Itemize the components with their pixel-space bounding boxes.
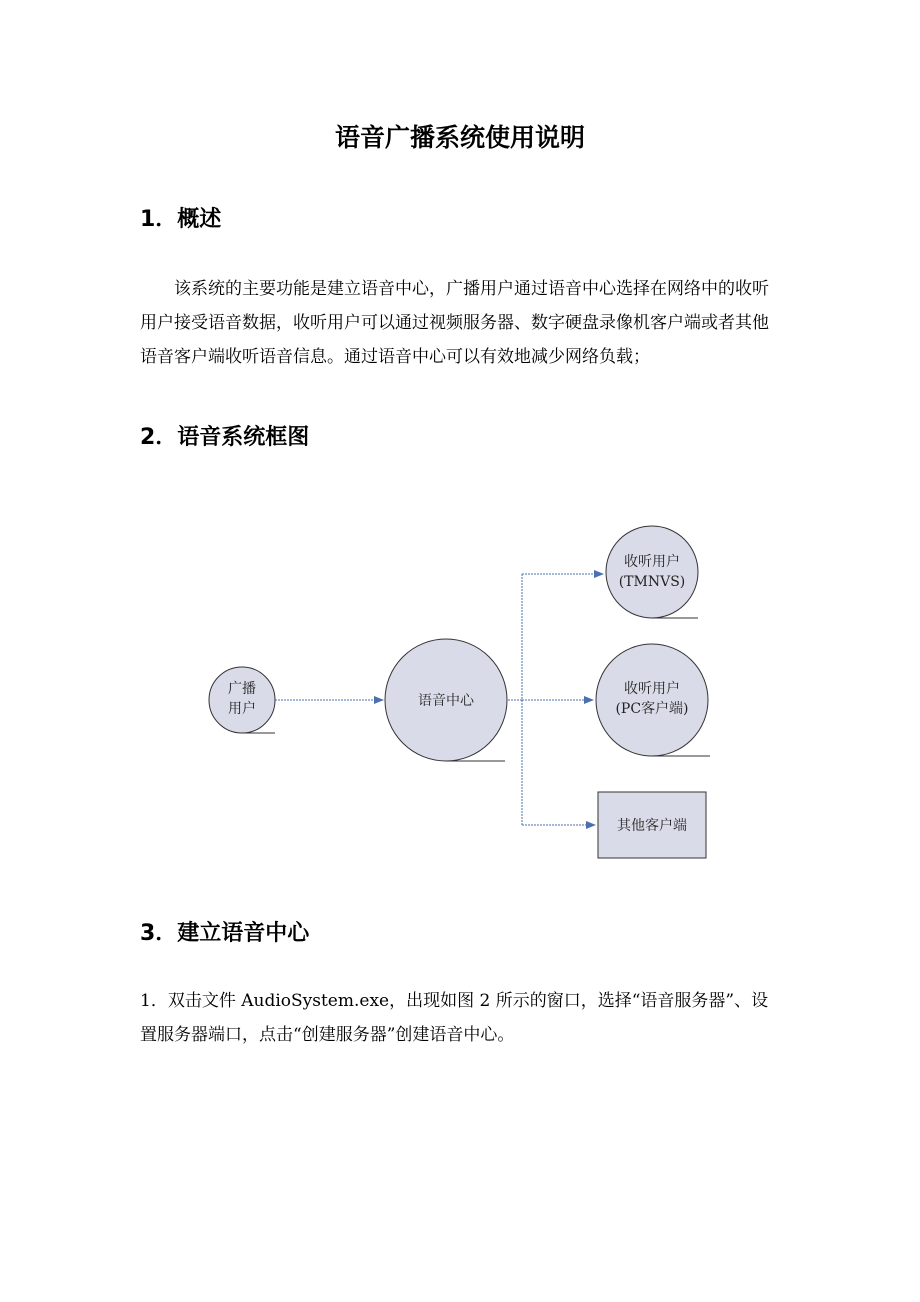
pc-label-line1: 收听用户 bbox=[624, 681, 680, 697]
node-listener-pc bbox=[596, 644, 710, 756]
tmnvs-label-line2: (TMNVS) bbox=[618, 574, 686, 590]
create-center-paragraph: 1．双击文件 AudioSystem.exe，出现如图 2 所示的窗口，选择“语音服务器”、设置服务器端口，点击“创建服务器”创建语音中心。 bbox=[140, 991, 769, 1045]
overview-paragraph: 该系统的主要功能是建立语音中心，广播用户通过语音中心选择在网络中的收听用户接受语音数据，收听用户可以通过视频服务器、数字硬盘录像机客户端或者其他语音客户端收听语音信息。通过语音中心可以有效地减少网络负载； bbox=[140, 279, 769, 367]
section-heading-diagram: 2．语音系统框图 bbox=[140, 425, 310, 450]
node-voice-center bbox=[385, 639, 507, 761]
node-other-clients bbox=[598, 792, 706, 858]
section-heading-overview: 1．概述 bbox=[140, 207, 222, 232]
broadcaster-label-line2: 用户 bbox=[228, 701, 256, 717]
node-broadcaster bbox=[209, 667, 275, 733]
pc-label-line2: (PC客户端) bbox=[615, 701, 689, 717]
tmnvs-label-line1: 收听用户 bbox=[624, 554, 680, 570]
broadcaster-label-line1: 广播 bbox=[228, 681, 256, 697]
page-title: 语音广播系统使用说明 bbox=[334, 123, 585, 152]
section-heading-create-center: 3．建立语音中心 bbox=[140, 921, 310, 946]
system-block-diagram bbox=[0, 520, 920, 880]
other-clients-label: 其他客户端 bbox=[617, 818, 687, 834]
node-listener-tmnvs bbox=[606, 526, 698, 618]
center-label: 语音中心 bbox=[418, 693, 474, 709]
